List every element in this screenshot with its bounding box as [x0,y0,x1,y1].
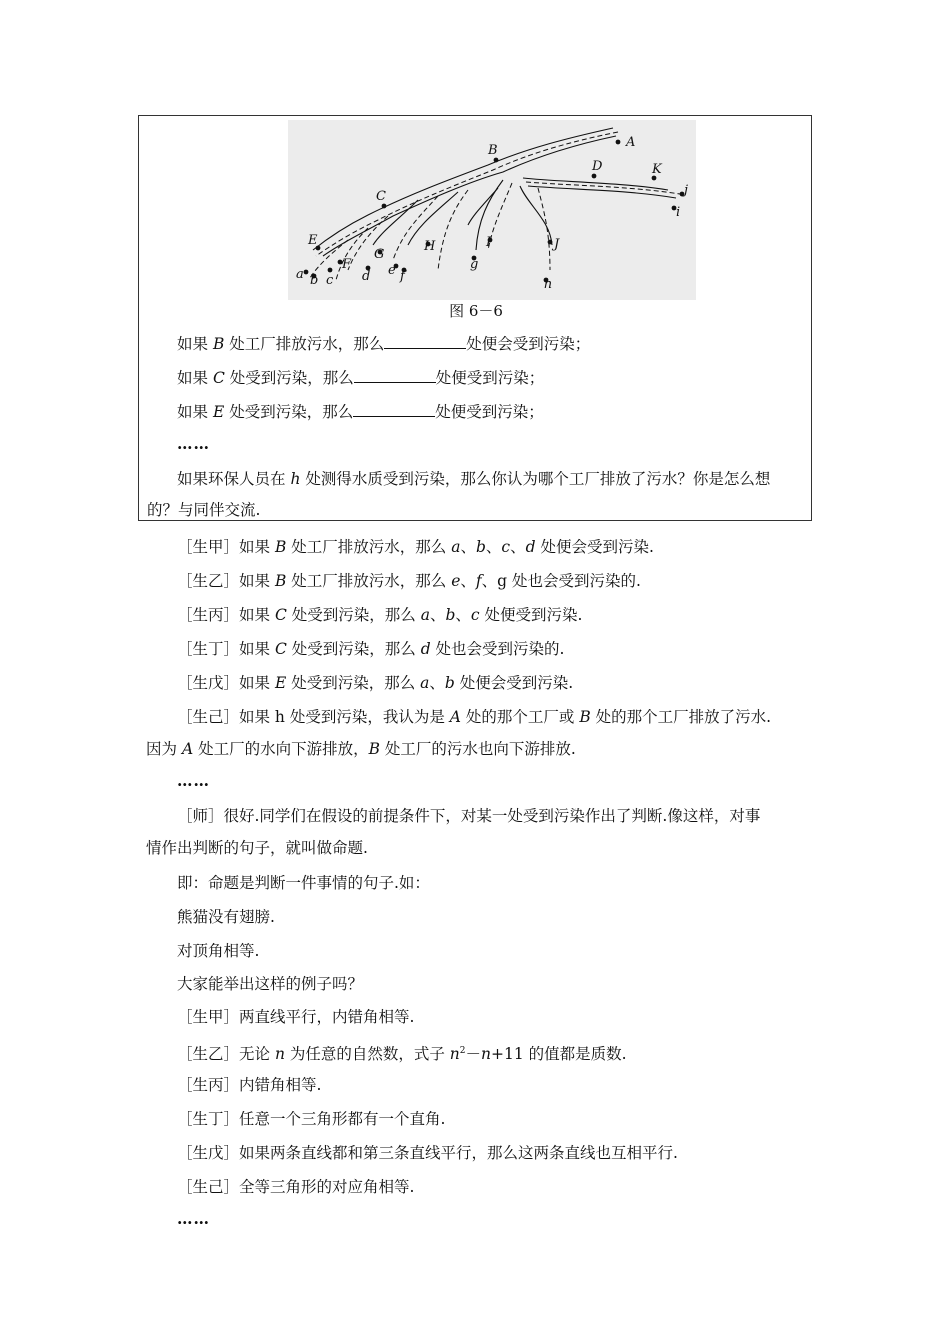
q3-text-mid: 处受到污染，那么 [224,403,354,421]
q4-text-a: 如果环保人员在 [177,470,291,488]
example-1: 熊猫没有翅膀. [177,908,275,926]
point-H-label: H [424,239,436,254]
point-J-marker [548,240,553,245]
q2-text-pre: 如果 [177,369,213,387]
text-segment: 、 [485,538,502,556]
variable: c [470,606,480,624]
dialogue-3-line [177,605,582,625]
variable: d [525,538,536,556]
variable: b [444,674,455,692]
a2-n: n [274,1045,285,1064]
point-d-label: d [362,269,371,284]
variable: B [274,572,287,590]
a2-d: +11 的值都是质数. [491,1045,627,1064]
speaker-label: ［生戊］ [177,674,240,692]
ji-1-a: ［生己］如果 h 处受到污染，我认为是 [177,708,450,726]
variable: E [274,674,287,692]
speaker-label: ［生乙］ [177,572,240,590]
point-B-marker [494,158,499,163]
point-B-label: B [488,143,498,158]
variable: f [475,572,482,590]
speaker-label: ［生丙］ [177,606,240,624]
variable: a [420,606,430,624]
ji-1-b: 处的那个工厂或 [460,708,580,726]
text-segment: 处受到污染，那么 [286,606,421,624]
ji-1-var-b: B [579,708,591,726]
dialogue-5-line [177,673,573,693]
answer-3: ［生丙］内错角相等. [177,1076,322,1094]
river-figure [288,120,696,300]
point-K-label: K [652,162,662,177]
point-a-label: a [296,267,304,282]
question-c [177,368,544,388]
ji-line-2 [146,739,576,759]
question-b [177,334,590,354]
question-ask: 大家能举出这样的例子吗？ [177,975,364,993]
ellipsis-end: …… [177,1209,210,1228]
q1-text-mid: 处工厂排放污水，那么 [224,335,385,353]
text-segment: 如果 [239,640,275,658]
dialogue-4-line [177,639,564,659]
point-b-label: b [310,273,319,288]
text-segment: 、 [460,538,476,556]
point-C-marker [382,204,387,209]
point-A-label: A [626,135,636,150]
speaker-label: ［生甲］ [177,538,240,556]
question-e [177,402,544,422]
q2-text-mid: 处受到污染，那么 [224,369,354,387]
ji-2-a: 因为 [146,740,182,758]
variable: a [451,538,461,556]
variable: C [274,606,287,624]
answer-2 [177,1041,627,1064]
ji-1-c: 处的那个工厂排放了污水. [590,708,772,726]
text-segment: 如果 [239,674,275,692]
problem-box [138,115,812,521]
ji-2-var-b: B [368,740,380,758]
q4-text-b: 处测得水质受到污染，那么你认为哪个工厂排放了污水？你是怎么想的？与同伴交流. [147,470,771,519]
q3-text-post: 处便受到污染； [435,403,544,421]
answer-4: ［生丁］任意一个三角形都有一个直角. [177,1110,446,1128]
q2-text-post: 处便受到污染； [435,369,545,387]
box-ellipsis: …… [177,434,210,453]
teacher-line-2: 情作出判断的句子，就叫做命题. [146,839,368,857]
dialogue-2-line [177,571,641,591]
text-segment: 、 [429,606,446,624]
text-segment: 处便会受到污染. [454,674,574,692]
point-E-label: E [308,233,318,248]
point-c-label: c [326,273,334,288]
answer-6: ［生己］全等三角形的对应角相等. [177,1178,415,1196]
question-h [147,464,777,526]
text-segment: 如果 [239,606,275,624]
point-F-label: F [342,257,352,272]
variable: b [475,538,486,556]
point-a-marker [304,270,309,275]
variable: e [451,572,461,590]
ji-line-1 [177,707,771,727]
ji-1-var-a: A [449,708,461,726]
text-segment: 处便会受到污染. [535,538,654,556]
point-G-label: G [374,247,385,262]
point-i-label: i [676,205,681,220]
point-I-label: I [486,235,492,250]
variable: a [420,674,430,692]
text-segment: 处工厂排放污水，那么 [286,538,452,556]
q3-text-pre: 如果 [177,403,213,421]
point-D-label: D [592,159,603,174]
q3-blank[interactable] [353,402,435,417]
point-g-label: g [470,257,479,272]
variable: b [445,606,456,624]
text-segment: 处受到污染，那么 [286,640,421,658]
point-e-label: e [388,263,396,278]
point-f-label: f [400,269,405,284]
dialogue-1-line [177,537,654,557]
example-2: 对顶角相等. [177,942,260,960]
text-segment: 、 [510,538,526,556]
text-segment: 处工厂排放污水，那么 [286,572,452,590]
ji-2-b: 处工厂的水向下游排放， [193,740,369,758]
teacher-line-1: ［师］很好.同学们在假设的前提条件下，对某一处受到污染作出了判断.像这样，对事 [177,807,761,825]
q1-text-pre: 如果 [177,335,213,353]
definition: 即：命题是判断一件事情的句子.如： [177,874,430,892]
ji-2-c: 处工厂的污水也向下游排放. [379,740,576,758]
a2-c: － [465,1045,482,1064]
text-segment: 如果 [239,572,275,590]
point-A-marker [616,140,621,145]
river-diagram [288,120,696,300]
text-segment: 如果 [239,538,275,556]
variable: d [420,640,431,658]
variable: c [501,538,511,556]
answer-5: ［生戊］如果两条直线都和第三条直线平行，那么这两条直线也互相平行. [177,1144,678,1162]
q1-var: B [212,335,225,353]
point-c-marker [328,268,333,273]
text-segment: 、g 处也会受到污染的. [481,572,641,590]
q2-blank[interactable] [354,368,436,383]
text-segment: 、 [429,674,445,692]
q2-var: C [212,369,225,387]
speaker-label: ［生丁］ [177,640,240,658]
figure-caption: 图 6－6 [449,302,503,320]
q3-var: E [212,403,225,421]
text-segment: 处也会受到污染的. [430,640,565,658]
q1-text-post: 处便会受到污染； [466,335,591,353]
a2-b: 为任意的自然数，式子 [284,1045,450,1064]
point-D-marker [592,174,597,179]
text-segment: 、 [455,606,471,624]
a2-sup: 2 [459,1046,466,1056]
text-segment: 处受到污染，那么 [286,674,421,692]
a2-n3: n [481,1045,491,1064]
a2-n2: n [449,1045,460,1064]
variable: C [274,640,287,658]
text-segment: 、 [460,572,476,590]
point-J-label: J [554,237,560,252]
variable: B [274,538,287,556]
text-segment: 处便受到污染. [479,606,583,624]
answer-1: ［生甲］两直线平行，内错角相等. [177,1008,415,1026]
point-h-label: h [544,277,553,292]
point-j-label: j [684,183,689,198]
ji-2-var-a: A [181,740,194,758]
ellipsis-1: …… [177,771,210,790]
q1-blank[interactable] [384,334,466,349]
point-C-label: C [376,189,386,204]
a2-a: ［生乙］无论 [177,1045,275,1064]
q4-var: h [290,470,301,488]
